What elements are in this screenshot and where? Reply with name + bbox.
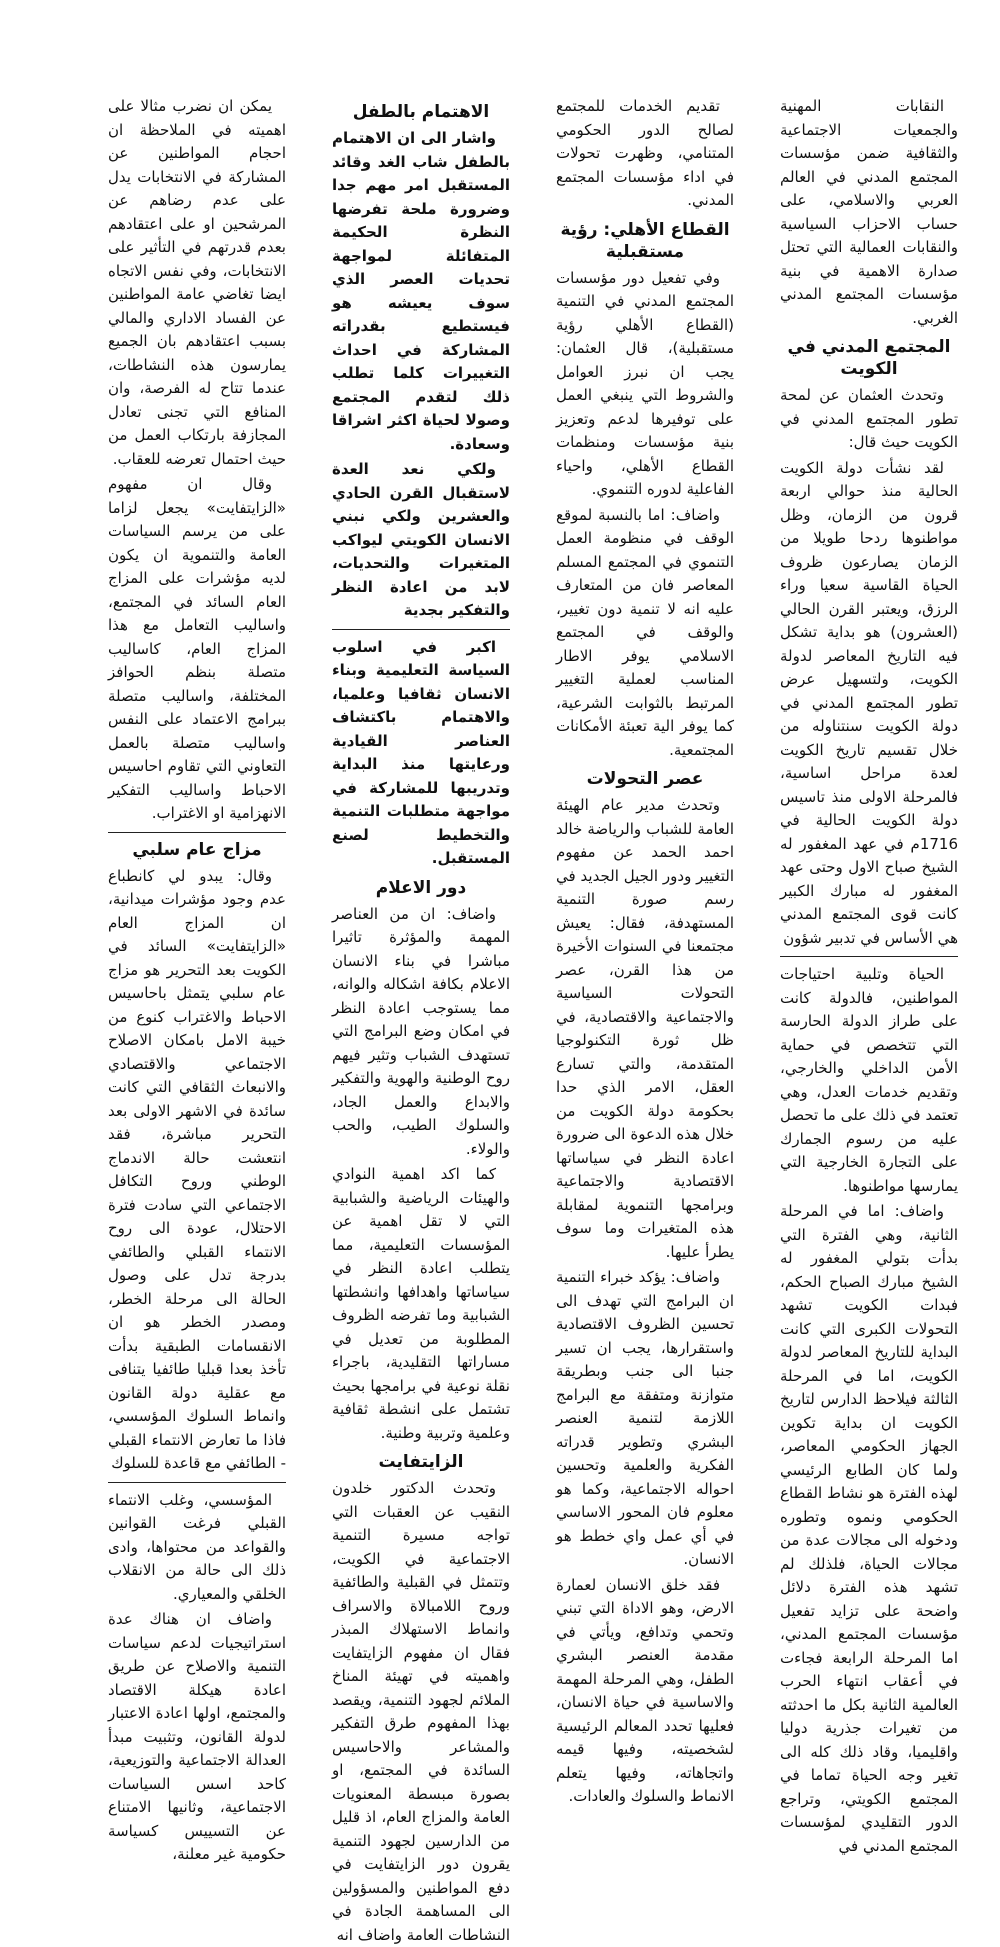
- article-paragraph: يمكن ان نضرب مثالا على اهميته في الملاحظة ان احجام المواطنين عن المشاركة في الانتخابات يدل على عدم رضاهم عن المرشحين او على اعتقادهم بعدم قدرتهم في التأثير على الانتخابات، وفي نفس الاتجاه ايضا تغاضي عامة المواطنين عن الفساد الاداري والمالي بسبب اعتقادهم بان الجميع يمارسون هذه النشاطات، عندما تتاح له الفرصة، وان المنافع التي تجنى تعادل المجازفة بارتكاب العمل من حيث احتمال تعرضه للعقاب.: [108, 97, 286, 468]
- section-heading: دور الاعلام: [375, 877, 467, 898]
- column-divider: [332, 629, 510, 630]
- section-heading: القطاع الأهلي: رؤية مستقبلية: [560, 219, 730, 262]
- article-column-4: [108, 95, 286, 1863]
- column-divider: [108, 1482, 286, 1483]
- article-paragraph: المؤسسي، وغلب الانتماء القبلي فرغت القوانين والقواعد من محتواها، وادى ذلك الى حالة من الانقلاب الخلقي والمعياري.: [108, 1490, 286, 1603]
- article-paragraph: واضاف: اما في المرحلة الثانية، وهي الفترة التي بدأت بتولي المغفور له الشيخ مبارك الصباح الحكم، فبدات الكويت تشهد التحولات الكبرى التي كانت البداية للتاريخ المعاصر لدولة الكويت، اما في المرحلة الثالثة فيلاحظ الدارس لتاريخ الكويت ان بداية تكوين الجهاز الحكومي المعاصر، ولما كان الطابع الرئيسي لهذه الفترة هو نشاط القطاع الحكومي ونموه وتطوره ودخوله الى مجالات عدة من مجالات الحياة، فلذلك لم تشهد هذه الفترة دلائل واضحة على تزايد تفعيل مؤسسات المجتمع المدني، اما المرحلة الرابعة فجاءت في أعقاب انتهاء الحرب العالمية الثانية بكل ما احدثته من تغيرات جذرية دوليا واقليميا، وقاد ذلك كله الى تغير وجه الحياة تماما في المجتمع الكويتي، وتراجع الدور التقليدي لمؤسسات المجتمع المدني في: [780, 1202, 958, 1855]
- article-paragraph: واضاف: يؤكد خبراء التنمية ان البرامج التي تهدف الى تحسين الظروف الاقتصادية واستقرارها، يجب ان تسير جنبا الى جنب وبطريقة متوازنة ومتفقة مع البرامج اللازمة لتنمية العنصر البشري وتطوير قدراته الفكرية والعلمية وتحسين احواله الاجتماعية، وكما هو معلوم فان المحور الاساسي في أي عمل واي خطط هو الانسان.: [556, 1268, 734, 1568]
- article-paragraph: تقديم الخدمات للمجتمع لصالح الدور الحكومي المتنامي، وظهرت تحولات في اداء مؤسسات المجتمع المدني.: [556, 97, 734, 209]
- article-paragraph: وتحدث مدير عام الهيئة العامة للشباب والرياضة خالد احمد الحمد عن مفهوم التغيير ودور الجيل الجديد في رسم صورة التنمية المستهدفة، فقال: يعيش مجتمعنا في السنوات الأخيرة من هذا القرن، عصر التحولات السياسية والاجتماعية والاقتصادية، في ظل ثورة التكنولوجيا المتقدمة، والتي تسارع العقل، الامر الذي حدا بحكومة دولة الكويت من خلال هذه الدعوة الى ضرورة اعادة النظر في سياساتها الاقتصادية والاجتماعية وبرامجها التنموية لمقابلة هذه المتغيرات وما سوف يطرأ عليها.: [556, 796, 734, 1261]
- article-paragraph: وقال: يبدو لي كانطباع عدم وجود مؤشرات ميدانية، ان المزاج العام «الزايتفايت» السائد في الكويت بعد التحرير هو مزاج عام سلبي يتمثل باحاسيس الاحباط والاغتراب كنوع من خيبة الامل بامكان الاصلاح الاجتماعي والاقتصادي والانبعاث الثقافي التي كانت سائدة في الاشهر الاولى بعد التحرير مباشرة، فقد انتعشت حالة الاندماج الوطني وروح التكافل الاجتماعي التي سادت فترة الاحتلال، عودة الى روح الانتماء القبلي والطائفي بدرجة تدل على وصول الحالة الى مرحلة الخطر، ومصدر الخطر هو ان الانقسامات الطبقية بدأت تأخذ بعدا قبليا طائفيا يتنافى مع عقلية دولة القانون وانماط السلوك المؤسسي، فاذا ما تعارض الانتماء القبلي - الطائفي مع قاعدة للسلوك: [108, 866, 286, 1472]
- section-heading: المجتمع المدني في الكويت: [787, 337, 951, 379]
- article-paragraph: فقد خلق الانسان لعمارة الارض، وهو الاداة التي تبني وتحمي وتدافع، ويأتي في مقدمة العنصر البشري الطفل، وهي المرحلة المهمة والاساسية في حياة الانسان، فعليها تحدد المعالم الرئيسية لشخصيته، وفيها قيمه واتجاهاته، وفيها يتعلم الانماط والسلوك والعادات.: [556, 1575, 734, 1805]
- section-heading: الاهتمام بالطفل: [352, 102, 490, 122]
- article-paragraph: كما اكد اهمية النوادي والهيئات الرياضية والشبابية التي لا تقل اهمية عن المؤسسات التعليمية، مما يتطلب اعادة النظر في سياساتها واهدافها وانشطتها الشبابية وما تفرضه الظروف المطلوبة من تعديل في مساراتها التقليدية، باجراء نقلة نوعية في برامجها بحيث تشتمل على انشطة ثقافية وعلمية وتربية وطنية.: [332, 1165, 510, 1442]
- article-paragraph: لقد نشأت دولة الكويت الحالية منذ حوالي اربعة قرون من الزمان، وظل مواطنوها ردحا طويلا من الزمان يصارعون ظروف الحياة القاسية سعيا وراء الرزق، ويعتبر القرن الحالي (العشرون) هو بداية تشكل فيه التاريخ المعاصر لدولة الكويت، ولتسهيل عرض تطور المجتمع المدني في دولة الكويت سنتناوله من خلال تقسيم تاريخ الكويت لعدة مراحل اساسية، فالمرحلة الاولى منذ تاسيس دولة الكويت الحالية في 1716م في عهد المغفور له الشيخ صباح الاول وحتى عهد المغفور له مبارك الكبير كانت قوى المجتمع المدني هي الأساس في تدبير شؤون: [780, 458, 958, 947]
- article-paragraph: ولكي نعد العدة لاستقبال القرن الحادي والعشرين ولكي نبني الانسان الكويتي ليواكب المتغيرات والتحديات، لابد من اعادة النظر والتفكير بجدية: [332, 460, 510, 619]
- section-heading: الزايتفايت: [378, 1452, 464, 1472]
- column-divider: [780, 956, 958, 957]
- article-paragraph: الحياة وتلبية احتياجات المواطنين، فالدولة كانت على طراز الدولة الحارسة التي تتخصص في حماية الأمن الداخلي والخارجي، وتقديم خدمات العدل، وهي تعتمد في ذلك على ما تحصل عليه من رسوم الجمارك على التجارة الخارجية التي يمارسها مواطنوها.: [780, 965, 958, 1195]
- article-paragraph: اكبر في اسلوب السياسة التعليمية وبناء الانسان ثقافيا وعلميا، والاهتمام باكتشاف العناصر القيادية ورعايتها منذ البداية وتدريبها للمشاركة في مواجهة متطلبات التنمية والتخطيط لصنع المستقبل.: [332, 637, 510, 867]
- article-paragraph: وفي تفعيل دور مؤسسات المجتمع المدني في التنمية (القطاع الأهلي رؤية مستقبلية)، قال العثمان: يجب ان نبرز العوامل والشروط التي ينبغي العمل على توفيرها لدعم وتعزيز بنية مؤسسات ومنظمات القطاع الأهلي، واحياء الفاعلية لدوره التنموي.: [556, 268, 734, 498]
- section-heading: مزاج عام سلبي: [132, 839, 262, 860]
- article-paragraph: واشار الى ان الاهتمام بالطفل شاب الغد وقائد المستقبل امر مهم جدا وضرورة ملحة تفرضها النظرة الحكيمة المتفائلة لمواجهة تحديات العصر الذي سوف يعيشه هو فيستطيع بقدراته المشاركة في احداث التغييرات كلما تطلب ذلك لتقدم المجتمع وصولا لحياة اكثر اشراقا وسعادة.: [332, 129, 510, 453]
- article-paragraph: وقال ان مفهوم «الزايتفايت» يجعل لزاما على من يرسم السياسات العامة والتنموية ان يكون لديه مؤشرات على المزاج العام السائد في المجتمع، واساليب التعامل مع هذا المزاج العام، كاساليب متصلة بنظم الحوافز المختلفة، واساليب متصلة ببرامج الاعتماد على النفس واساليب متصلة بالعمل التعاوني التي تقاوم احاسيس الاحباط واساليب التفكير الانهزامية او الاغتراب.: [108, 475, 286, 822]
- section-heading: عصر التحولات: [586, 769, 704, 789]
- article-paragraph: النقابات المهنية والجمعيات الاجتماعية والثقافية ضمن مؤسسات المجتمع المدني في العالم العربي والاسلامي، على حساب الاحزاب السياسية والنقابات العمالية التي تحتل صدارة الاهمية في بنية مؤسسات المجتمع المدني الغربي.: [780, 97, 958, 327]
- article-paragraph: واضاف: ان من العناصر المهمة والمؤثرة تاثيرا مباشرا في بناء الانسان الاعلام بكافة اشكاله والوانه، مما يستوجب اعادة النظر في امكان وضع البرامج التي تستهدف الشباب وتثير فيهم روح الوطنية والهوية والتفكير والابداع والعمل الجاد، والسلوك الطيب، والحب والولاء.: [332, 904, 510, 1158]
- article-paragraph: وتحدث الدكتور خلدون النقيب عن العقبات التي تواجه مسيرة التنمية الاجتماعية في الكويت، وتتمثل في القبلية والطائفية وروح اللامبالاة والاسراف وانماط الاستهلاك المبذر فقال ان مفهوم الزايتفايت واهميته في تهيئة المناخ الملائم لجهود التنمية، ويقصد بهذا المفهوم طرق التفكير والمشاعر والاحاسيس السائدة في المجتمع، او بصورة مبسطة المعنويات العامة والمزاج العام، اذ قليل من الدارسين لجهود التنمية يقرون دور الزايتفايت في دفع المواطنين والمسؤولين الى المساهمة الجادة في النشاطات العامة واضاف انه: [332, 1479, 510, 1944]
- article-paragraph: وتحدث العثمان عن لمحة تطور المجتمع المدني في الكويت حيث قال:: [780, 386, 958, 451]
- article-paragraph: واضاف: اما بالنسبة لموقع الوقف في منظومة العمل التنموي في المجتمع المسلم المعاصر فان من المتعارف عليه انه لا تنمية دون تغيير، والوقف في المجتمع الاسلامي يوفر الاطار المناسب لعملية التغيير المرتبط بالثوابت الشرعية، كما يوفر الية تعبئة الأمكانات المجتمعية.: [556, 505, 734, 759]
- article-column-2: [556, 95, 734, 1805]
- article-paragraph: واضاف ان هناك عدة استراتيجيات لدعم سياسات التنمية والاصلاح عن طريق اعادة هيكلة الاقتصاد والمجتمع، اولها اعادة الاعتبار لدولة القانون، وتثبيت مبدأ العدالة الاجتماعية والتوزيعية، كاحد اسس السياسات الاجتماعية، وثانيها الامتناع عن التسييس كسياسة حكومية غير معلنة،: [108, 1610, 286, 1863]
- article-column-1: [780, 95, 958, 1855]
- article-column-3: [332, 95, 510, 1944]
- column-divider: [108, 832, 286, 833]
